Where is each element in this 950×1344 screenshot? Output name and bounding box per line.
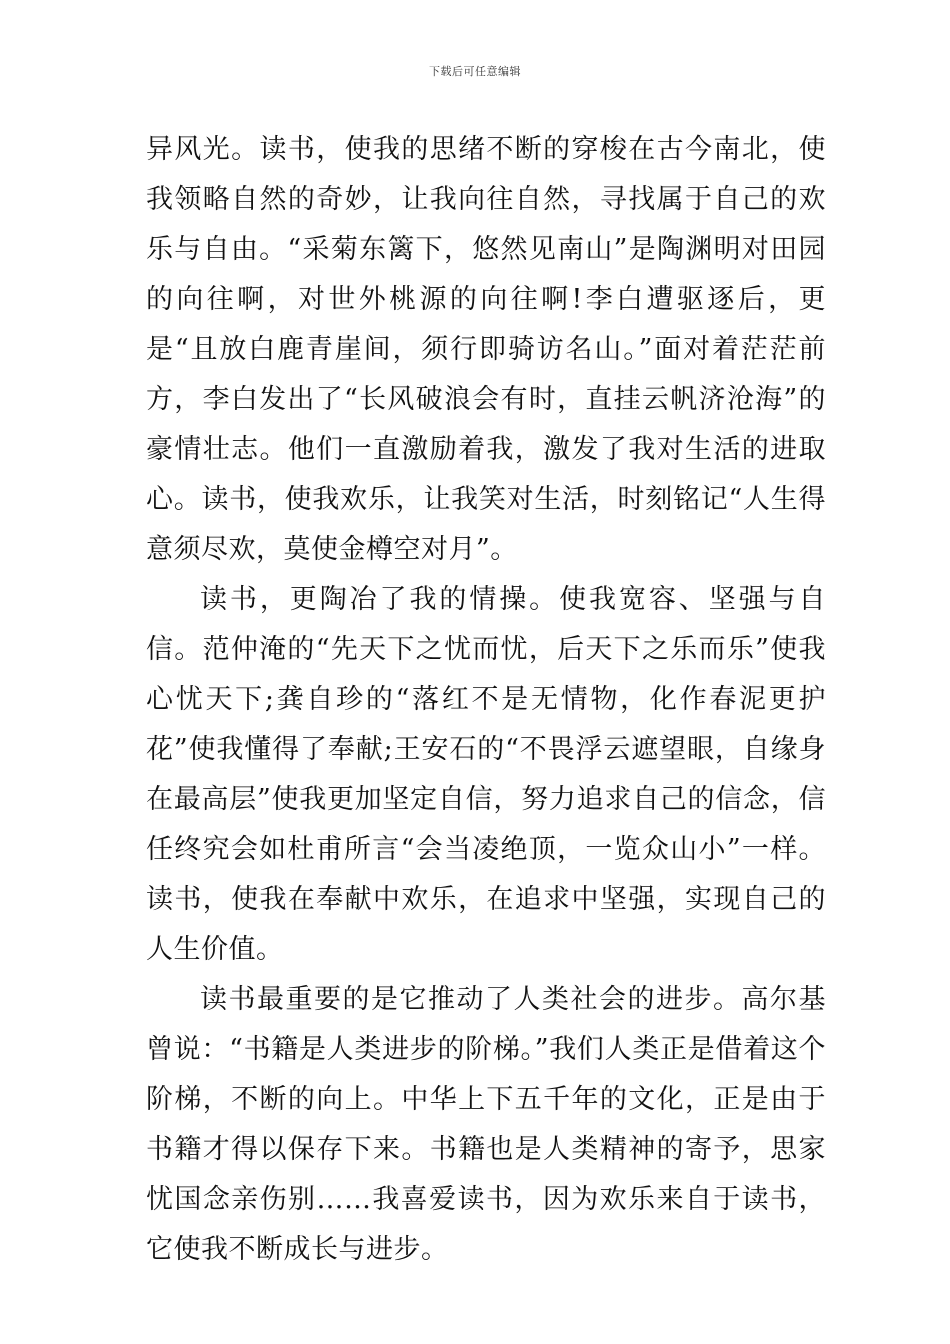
document-body (146, 125, 826, 1275)
page-header: 下载后可任意编辑 (429, 65, 521, 78)
paragraph-2: 读书，更陶冶了我的情操。使我宽容、坚强与自信。范仲淹的“先天下之忧而忧，后天下之乐而乐”使我心忧天下;龚自珍的“落红不是无情物，化作春泥更护花”使我懂得了奉献;王安石的“不畏浮云遮望眼，自缘身在最高层”使我更加坚定自信，努力追求自己的信念，信任终究会如杜甫所言“会当凌绝顶，一览众山小”一样。读书，使我在奉献中欢乐，在追求中坚强，实现自己的人生价值。 (146, 584, 826, 965)
paragraph-3: 读书最重要的是它推动了人类社会的进步。高尔基曾说：“书籍是人类进步的阶梯。”我们人类正是借着这个阶梯，不断的向上。中华上下五千年的文化，正是由于书籍才得以保存下来。书籍也是人类精神的寄予，思家忧国念亲伤别……我喜爱读书，因为欢乐来自于读书，它使我不断成长与进步。 (146, 984, 826, 1265)
paragraph-1: 异风光。读书，使我的思绪不断的穿梭在古今南北，使我领略自然的奇妙，让我向往自然，寻找属于自己的欢乐与自由。“采菊东篱下，悠然见南山”是陶渊明对田园的向往啊，对世外桃源的向往啊!李白遭驱逐后，更是“且放白鹿青崖间，须行即骑访名山。”面对着茫茫前方，李白发出了“长风破浪会有时，直挂云帆济沧海”的豪情壮志。他们一直激励着我，激发了我对生活的进取心。读书，使我欢乐，让我笑对生活，时刻铭记“人生得意须尽欢，莫使金樽空对月”。 (146, 134, 826, 565)
